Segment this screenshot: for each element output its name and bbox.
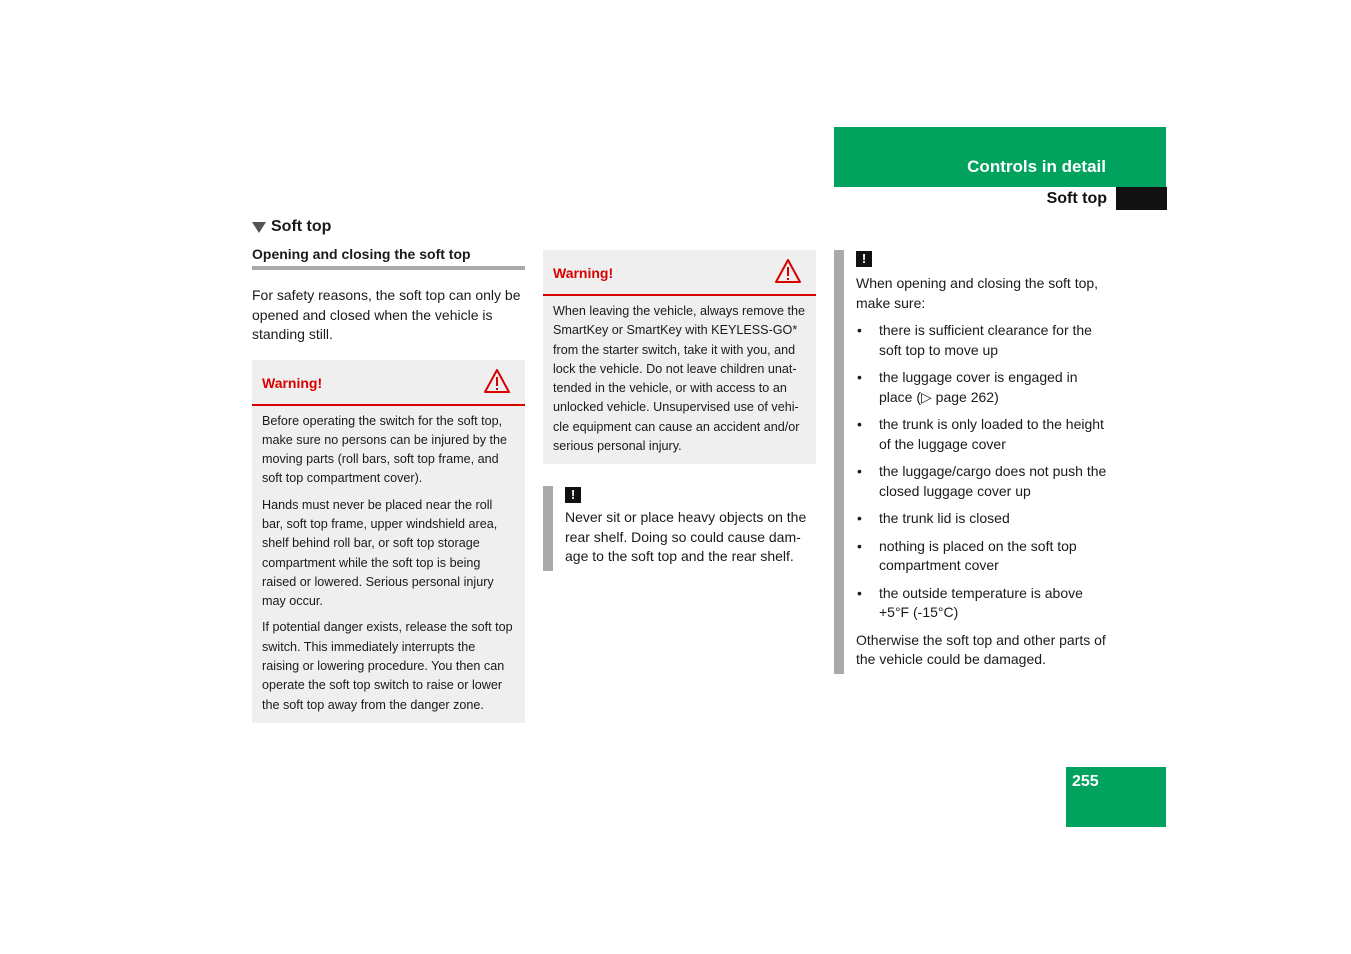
chapter-header [834, 127, 1166, 187]
column-2 [543, 250, 816, 571]
page-number: 255 [1072, 773, 1099, 790]
list-item: • the outside temperature is above +5°F (-15°C) [856, 584, 1109, 623]
list-item: • the luggage cover is engaged in place (▷ page 262) [856, 368, 1109, 407]
warning-body [543, 296, 816, 464]
note-box [834, 250, 1109, 674]
warning-label: Warning! [262, 374, 323, 391]
warning-paragraph: When leaving the vehicle, always remove the SmartKey or SmartKey with KEYLESS-GO* from the starter switch, take it with you, and lock the vehicle. Do not leave children unat-tended in the vehicle, or with access to an unlocked vehicle. Unsupervised use of vehi-cle equipment can cause an accident and/or serious personal injury. [553, 304, 806, 454]
exclamation-icon: ! [856, 251, 872, 267]
subheading: Opening and closing the soft top [252, 246, 525, 270]
warning-paragraph: If potential danger exists, release the soft top switch. This immediately interrupts the raising or lowering procedure. You then can operate the soft top switch to raise or lower the soft top away from the danger zone. [262, 620, 513, 712]
list-item: • the luggage/cargo does not push the closed luggage cover up [856, 462, 1109, 501]
warning-header [252, 360, 525, 406]
note-text: Never sit or place heavy objects on the rear shelf. Doing so could cause dam-age to the soft top and the rear shelf. [565, 509, 807, 565]
note-box [543, 486, 816, 571]
list-item: • the trunk is only loaded to the height of the luggage cover [856, 415, 1109, 454]
warning-paragraph: Before operating the switch for the soft top, make sure no persons can be injured by the moving parts (roll bars, soft top frame, and soft top compartment cover). [262, 413, 508, 486]
warning-label: Warning! [553, 265, 614, 281]
warning-triangle-icon [774, 258, 802, 284]
triangle-down-icon [252, 222, 266, 233]
warning-box [543, 250, 816, 464]
note-intro: When opening and closing the soft top, make sure: [856, 275, 1099, 311]
section-title: Soft top [1046, 190, 1107, 207]
note-list [856, 321, 1109, 623]
list-item: • the trunk lid is closed [856, 509, 1109, 529]
exclamation-icon: ! [565, 487, 581, 503]
warning-body [252, 406, 525, 723]
note-outro: Otherwise the soft top and other parts of the vehicle could be damaged. [856, 631, 1106, 667]
chapter-title: Controls in detail [967, 157, 1106, 176]
column-1 [252, 218, 525, 723]
warning-paragraph: Hands must never be placed near the roll bar, soft top frame, upper windshield area, shelf behind roll bar, or soft top storage compartment while the soft top is being raised or lowered. Serious personal injury may occur. [262, 497, 498, 609]
column-3 [834, 250, 1109, 674]
list-item: • nothing is placed on the soft top compartment cover [856, 537, 1109, 576]
warning-header [543, 250, 816, 296]
page-number-box [1066, 767, 1166, 827]
warning-triangle-icon [483, 368, 511, 394]
section-heading-text: Soft top [271, 218, 332, 235]
section-tab-marker [1116, 187, 1167, 210]
warning-box [252, 360, 525, 723]
intro-paragraph: For safety reasons, the soft top can only be opened and closed when the vehicle is standing still. [252, 287, 521, 342]
section-heading [252, 218, 525, 236]
list-item: • there is sufficient clearance for the soft top to move up [856, 321, 1109, 360]
